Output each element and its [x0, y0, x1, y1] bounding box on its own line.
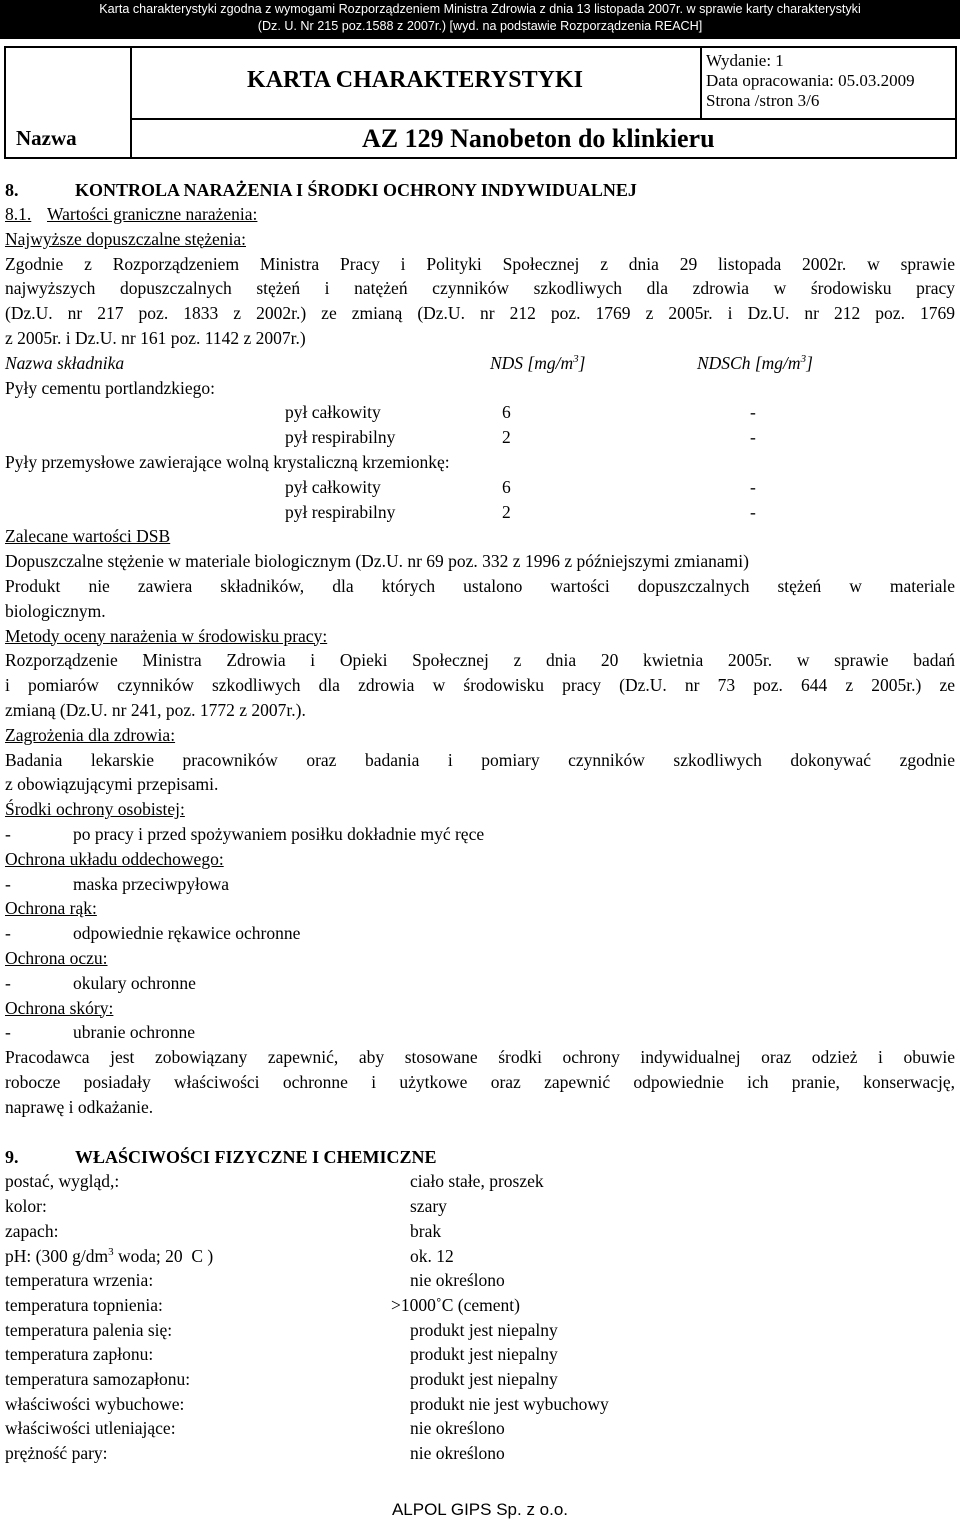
- subsection-8-1-title: Wartości graniczne narażenia:: [47, 204, 258, 224]
- dsb-reference: Dopuszczalne stężenie w materiale biologicznym (Dz.U. nr 69 poz. 332 z 1996 z późniejszymi zmianami): [5, 551, 749, 572]
- property-row: [5, 1219, 955, 1244]
- property-label: temperatura zapłonu:: [5, 1344, 154, 1365]
- property-value: szary: [410, 1196, 447, 1217]
- edition-label: Wydanie: 1: [706, 51, 784, 70]
- preparation-date: Data opracowania: 05.03.2009: [706, 71, 915, 90]
- header-meta: [706, 51, 915, 111]
- column-header-component: Nazwa składnika: [5, 352, 125, 373]
- list-dash: -: [5, 823, 11, 844]
- exposure-table-row: [5, 475, 955, 500]
- dsb-heading: Zalecane wartości DSB: [5, 526, 171, 547]
- property-row: [5, 1318, 955, 1343]
- exposure-table-row: [5, 500, 955, 525]
- list-dash: -: [5, 972, 11, 993]
- nds-value: 6: [502, 476, 511, 497]
- section-8-heading: [5, 178, 955, 202]
- nds-value: 6: [502, 402, 511, 423]
- nds-heading: Najwyższe dopuszczalne stężenia:: [5, 228, 246, 249]
- section-8-title: KONTROLA NARAŻENIA I ŚRODKI OCHRONY INDYWIDUALNEJ: [75, 180, 637, 200]
- property-row: [5, 1342, 955, 1367]
- document-body: [5, 178, 955, 1466]
- regulation-banner-line-1: Karta charakterystyki zgodna z wymogami Rozporządzeniem Ministra Zdrowia z dnia 13 listopada 2007r. w sprawie karty charakterystyki: [99, 2, 861, 16]
- methods-text-line: zmianą (Dz.U. nr 241, poz. 1772 z 2007r.).: [5, 699, 306, 720]
- regulation-banner-line-2: (Dz. U. Nr 215 poz.1588 z 2007r.) [wyd. na podstawie Rozporządzenia REACH]: [257, 19, 703, 33]
- property-label: temperatura palenia się:: [5, 1319, 173, 1340]
- regulation-banner: [0, 0, 960, 39]
- property-label: prężność pary:: [5, 1443, 108, 1464]
- property-row: [5, 1416, 955, 1441]
- property-value: nie określono: [410, 1443, 505, 1464]
- regulation-text-line: Zgodnie z Rozporządzeniem Ministra Pracy i Polityki Społecznej z dnia 29 listopada 2002r. w sprawie: [5, 253, 955, 274]
- property-label: temperatura topnienia:: [5, 1294, 163, 1315]
- hand-protection-item: [5, 921, 955, 946]
- property-label: właściwości utleniające:: [5, 1418, 176, 1439]
- skin-protection-heading: Ochrona skóry:: [5, 997, 114, 1018]
- property-value: produkt jest niepalny: [410, 1319, 558, 1340]
- company-footer: ALPOL GIPS Sp. z o.o.: [391, 1500, 569, 1519]
- list-dash: -: [5, 1022, 11, 1043]
- personal-protection-item: [5, 822, 955, 847]
- property-row: [5, 1169, 955, 1194]
- dsb-text-line: biologicznym.: [5, 600, 106, 621]
- column-header-ndsch: NDSCh $[mg/m^3]$: [697, 352, 813, 373]
- list-item-text: okulary ochronne: [73, 972, 196, 993]
- product-name: AZ 129 Nanobeton do klinkieru: [362, 124, 715, 153]
- employer-text-line: naprawę i odkażanie.: [5, 1096, 154, 1117]
- methods-text-line: Rozporządzenie Ministra Zdrowia i Opieki Społecznej z dnia 20 kwietnia 2005r. w sprawie badań: [5, 650, 955, 671]
- header-name-label: Nazwa: [16, 126, 77, 150]
- fraction-name: pył respirabilny: [285, 501, 396, 522]
- property-value: produkt nie jest wybuchowy: [410, 1393, 609, 1414]
- list-dash: -: [5, 923, 11, 944]
- property-value: nie określono: [410, 1270, 505, 1291]
- property-row: [5, 1392, 955, 1417]
- fraction-name: pył całkowity: [285, 476, 381, 497]
- ndsch-value: -: [750, 501, 756, 522]
- eye-protection-item: [5, 971, 955, 996]
- regulation-text-line: (Dz.U. nr 217 poz. 1833 z 2002r.) ze zmianą (Dz.U. nr 212 poz. 1769 z 2005r. i Dz.U. nr 212 poz. 1769: [5, 303, 955, 324]
- list-item-text: maska przeciwpyłowa: [73, 873, 229, 894]
- skin-protection-item: [5, 1020, 955, 1045]
- exposure-group-label: Pyły cementu portlandzkiego:: [5, 377, 215, 398]
- page-counter: Strona /stron 3/6: [706, 91, 820, 110]
- section-9-heading: [5, 1145, 955, 1169]
- health-text-line: Badania lekarskie pracowników oraz badania i pomiary czynników szkodliwych dokonywać zgodnie: [5, 749, 955, 770]
- list-item-text: ubranie ochronne: [73, 1022, 195, 1043]
- exposure-group-label: Pyły przemysłowe zawierające wolną krystaliczną krzemionkę:: [5, 451, 450, 472]
- property-value: produkt jest niepalny: [410, 1344, 558, 1365]
- property-row: [5, 1441, 955, 1466]
- section-8-number: 8.: [5, 180, 19, 200]
- property-row: [5, 1244, 955, 1269]
- employer-text-line: Pracodawca jest zobowiązany zapewnić, aby stosowane środki ochrony indywidualnej oraz odzież i obuwie: [5, 1047, 955, 1068]
- property-value: produkt jest niepalny: [410, 1368, 558, 1389]
- document-header-table: [4, 46, 957, 159]
- header-title: KARTA CHARAKTERYSTYKI: [247, 67, 583, 93]
- property-label: właściwości wybuchowe:: [5, 1393, 185, 1414]
- physical-properties-list: [5, 1169, 955, 1465]
- methods-heading: Metody oceny narażenia w środowisku pracy:: [5, 625, 328, 646]
- column-header-nds: NDS $[mg/m^3]$: [490, 352, 586, 373]
- nds-value: 2: [502, 427, 511, 448]
- section-9-number: 9.: [5, 1147, 19, 1168]
- property-value: >1000˚C (cement): [391, 1294, 520, 1315]
- property-value: ok. 12: [410, 1245, 454, 1266]
- nds-value: 2: [502, 501, 511, 522]
- property-label: zapach:: [5, 1220, 59, 1241]
- property-row: [5, 1367, 955, 1392]
- respiratory-protection-heading: Ochrona układu oddechowego:: [5, 848, 224, 869]
- methods-text-line: i pomiarów czynników szkodliwych dla zdrowia w środowisku pracy (Dz.U. nr 73 poz. 644 z 2005r.) ze: [5, 675, 955, 696]
- hand-protection-heading: Ochrona rąk:: [5, 898, 97, 919]
- property-label: pH: (300 $g/dm^3$ woda; 20 C ): [5, 1245, 214, 1266]
- ndsch-value: -: [750, 476, 756, 497]
- personal-protection-heading: Środki ochrony osobistej:: [5, 799, 185, 820]
- property-row: [5, 1268, 955, 1293]
- exposure-table-row: [5, 400, 955, 425]
- property-label: kolor:: [5, 1196, 47, 1217]
- respiratory-protection-item: [5, 872, 955, 897]
- ndsch-value: -: [750, 427, 756, 448]
- property-value: ciało stałe, proszek: [410, 1171, 544, 1192]
- fraction-name: pył respirabilny: [285, 427, 396, 448]
- property-label: temperatura wrzenia:: [5, 1270, 154, 1291]
- health-text-line: z obowiązującymi przepisami.: [5, 774, 219, 795]
- fraction-name: pył całkowity: [285, 402, 381, 423]
- property-row: [5, 1194, 955, 1219]
- property-label: postać, wygląd,:: [5, 1171, 120, 1192]
- property-label: temperatura samozapłonu:: [5, 1368, 191, 1389]
- employer-text-line: robocze posiadały właściwości ochronne i użytkowe oraz zapewnić odpowiednie ich pranie, konserwację,: [5, 1071, 955, 1092]
- section-spacer: [5, 1119, 955, 1145]
- regulation-text-line: z 2005r. i Dz.U. nr 161 poz. 1142 z 2007r.): [5, 327, 306, 348]
- property-value: nie określono: [410, 1418, 505, 1439]
- property-value: brak: [410, 1220, 442, 1241]
- section-9-title: WŁAŚCIWOŚCI FIZYCZNE I CHEMICZNE: [75, 1147, 437, 1168]
- regulation-text-line: najwyższych dopuszczalnych stężeń i natężeń czynników szkodliwych dla zdrowia w środowisku pracy: [5, 278, 955, 299]
- list-dash: -: [5, 873, 11, 894]
- header-divider-vertical-right: [700, 48, 702, 118]
- exposure-table-header: [5, 351, 955, 376]
- ndsch-value: -: [750, 402, 756, 423]
- list-item-text: po pracy i przed spożywaniem posiłku dokładnie myć ręce: [73, 823, 485, 844]
- property-row: [5, 1293, 955, 1318]
- list-item-text: odpowiednie rękawice ochronne: [73, 923, 301, 944]
- health-heading: Zagrożenia dla zdrowia:: [5, 724, 176, 745]
- subsection-8-1: [5, 202, 955, 227]
- eye-protection-heading: Ochrona oczu:: [5, 947, 108, 968]
- dsb-text-line: Produkt nie zawiera składników, dla których ustalono wartości dopuszczalnych stężeń w materiale: [5, 575, 955, 596]
- subsection-8-1-number: 8.1.: [5, 204, 32, 224]
- exposure-table-row: [5, 425, 955, 450]
